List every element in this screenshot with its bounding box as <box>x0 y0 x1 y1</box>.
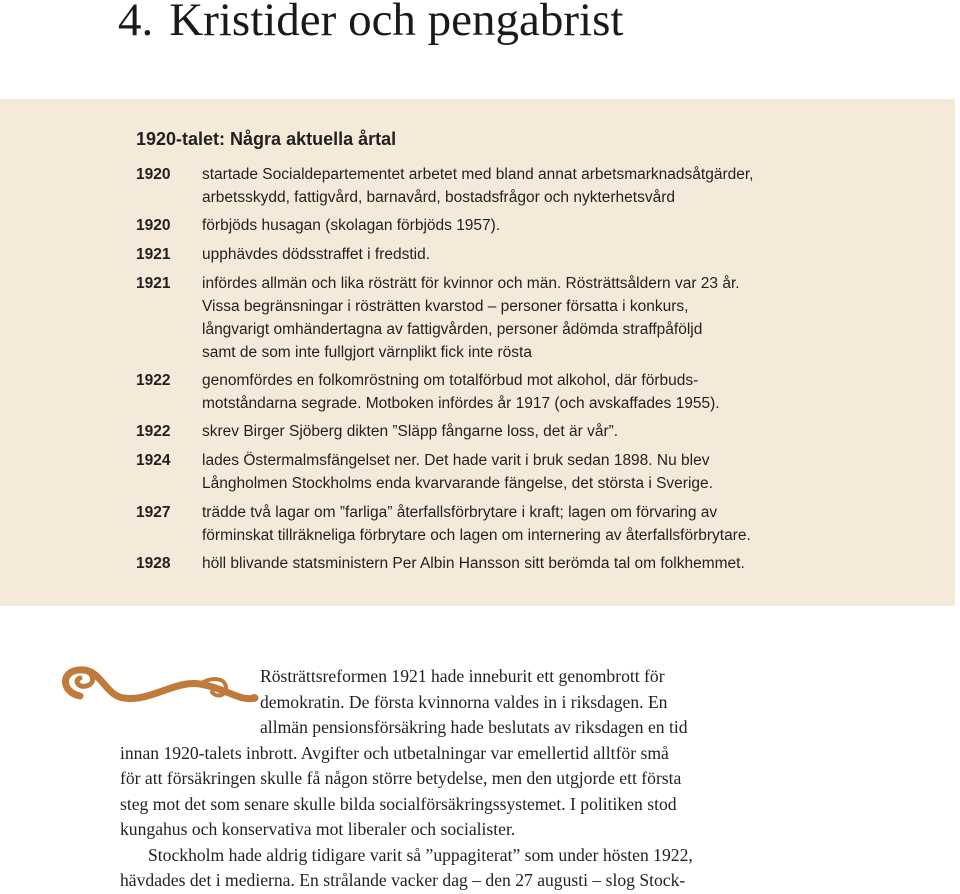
timeline-entry <box>136 501 816 547</box>
event-text <box>202 214 816 237</box>
timeline-entry <box>136 449 816 495</box>
body-line: Rösträttsreformen 1921 hade inneburit ett genombrott för <box>260 666 665 686</box>
event-line: samt de som inte fullgjort värnplikt fick inte rösta <box>202 344 532 361</box>
event-year: 1924 <box>136 452 171 469</box>
timeline-entry <box>136 163 816 209</box>
timeline-entry <box>136 552 816 575</box>
timeline-entry <box>136 369 816 415</box>
event-line: infördes allmän och lika rösträtt för kvinnor och män. Rösträttsåldern var 23 år. <box>202 275 740 292</box>
event-line: lades Östermalmsfängelset ner. Det hade varit i bruk sedan 1898. Nu blev <box>202 452 710 469</box>
body-text <box>120 664 740 894</box>
body-line: innan 1920-talets inbrott. Avgifter och utbetalningar var emellertid alltför små <box>120 742 669 763</box>
event-line: trädde två lagar om ”farliga” återfallsförbrytare i kraft; lagen om förvaring av <box>202 504 718 521</box>
event-line: upphävdes dödsstraffet i fredstid. <box>202 246 431 263</box>
body-line: kungahus och konservativa mot liberaler och socialister. <box>120 819 516 839</box>
body-line: för att försäkringen skulle få någon större betydelse, men den utgjorde ett första <box>120 768 682 788</box>
body-line: hävdades det i medierna. En strålande vacker dag – den 27 augusti – slog Stock- <box>120 870 686 890</box>
event-line: genomfördes en folkomröstning om totalförbud mot alkohol, där förbuds- <box>202 372 699 389</box>
event-text <box>202 243 816 266</box>
event-year: 1922 <box>136 372 171 389</box>
body-line: Stockholm hade aldrig tidigare varit så ”uppagiterat” som under hösten 1922, <box>148 844 693 865</box>
event-line: förminskat tillräkneliga förbrytare och lagen om internering av återfallsförbrytare. <box>202 527 751 544</box>
event-line: långvarigt omhändertagna av fattigvården, personer ådömda straffpåföljd <box>202 321 703 338</box>
timeline-entry <box>136 420 816 443</box>
event-text <box>202 501 816 547</box>
event-text <box>202 272 816 364</box>
timeline-entry <box>136 272 816 364</box>
body-line: demokratin. De första kvinnorna valdes in i riksdagen. En <box>260 691 668 712</box>
event-year: 1922 <box>136 423 171 440</box>
event-line: startade Socialdepartementet arbetet med bland annat arbetsmarknadsåtgärder, <box>202 166 754 183</box>
event-text <box>202 449 816 495</box>
event-year: 1920 <box>136 166 171 183</box>
timeline-entry <box>136 214 816 237</box>
fact-box-heading: 1920-talet: Några aktuella årtal <box>136 129 397 149</box>
event-text <box>202 552 816 575</box>
event-line: motståndarna segrade. Motboken infördes år 1917 (och avskaffades 1955). <box>202 395 720 412</box>
event-text <box>202 163 816 209</box>
event-year: 1927 <box>136 504 171 521</box>
event-line: arbetsskydd, fattigvård, barnavård, bostadsfrågor och nykterhetsvård <box>202 189 675 206</box>
event-text <box>202 369 816 415</box>
chapter-title <box>118 0 623 50</box>
chapter-title-text: Kristider och pengabrist <box>169 0 624 46</box>
event-year: 1928 <box>136 555 171 572</box>
body-line: steg mot det som senare skulle bilda socialförsäkringssystemet. I politiken stod <box>120 793 677 814</box>
chapter-number: 4. <box>118 0 154 46</box>
timeline-entry <box>136 243 816 266</box>
event-year: 1920 <box>136 217 171 234</box>
event-line: Vissa begränsningar i rösträtten kvarstod – personer försatta i konkurs, <box>202 298 689 315</box>
event-line: höll blivande statsministern Per Albin Hansson sitt berömda tal om folkhemmet. <box>202 555 745 572</box>
event-line: skrev Birger Sjöberg dikten ”Släpp fångarne loss, det är vår”. <box>202 423 619 440</box>
event-year: 1921 <box>136 275 171 292</box>
event-line: förbjöds husagan (skolagan förbjöds 1957). <box>202 217 501 234</box>
event-text <box>202 420 816 443</box>
event-year: 1921 <box>136 246 171 263</box>
event-line: Långholmen Stockholms enda kvarvarande fängelse, det största i Sverige. <box>202 475 713 492</box>
body-line: allmän pensionsförsäkring hade beslutats av riksdagen en tid <box>260 717 688 737</box>
